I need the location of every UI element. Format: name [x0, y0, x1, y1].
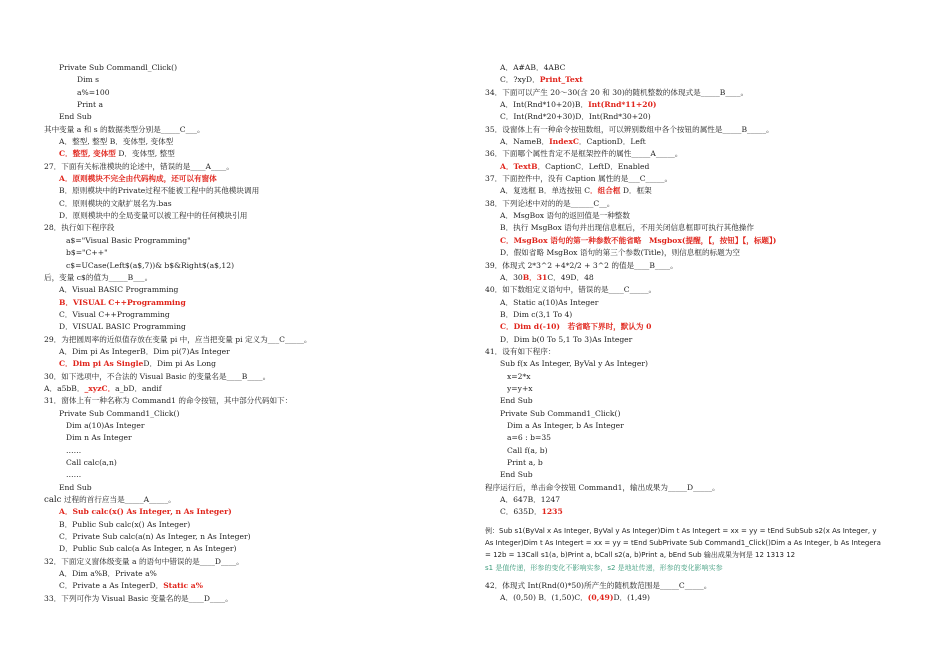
- text-line: [44, 358, 464, 370]
- text-segment: A．Static a(10)As Integer: [500, 297, 599, 307]
- text-line: [485, 297, 915, 309]
- text-segment: B．执行 MsgBox 语句并出现信息框后，不用关闭信息框即可执行其他操作: [500, 223, 754, 233]
- text-line: [44, 260, 464, 272]
- text-segment: B．Public Sub calc(x() As Integer): [59, 519, 191, 529]
- text-line: [485, 432, 915, 444]
- text-line: [44, 297, 464, 309]
- text-line: [485, 420, 915, 432]
- text-line: [44, 74, 464, 86]
- text-line: [485, 562, 915, 574]
- text-segment: A．Dim pi As IntegerB．Dim pi(7)As Integer: [59, 346, 230, 356]
- text-segment: y=y+x: [507, 383, 533, 393]
- text-segment: 35．设窗体上有一种命令按钮数组，可以辨别数组中各个按钮的属性是_____B_____。: [485, 124, 774, 134]
- text-line: [44, 556, 464, 568]
- answer-highlight: ．组合框: [590, 186, 621, 196]
- text-segment: x=2*x: [507, 371, 531, 381]
- text-line: [44, 408, 464, 420]
- text-segment: Dim a(10)As Integer: [66, 420, 145, 430]
- text-line: [485, 309, 915, 321]
- text-line: [44, 531, 464, 543]
- text-segment: C．?xyD．: [500, 75, 540, 85]
- text-segment: A．Int(Rnd*10+20)B．: [500, 100, 589, 110]
- text-line: [485, 74, 915, 86]
- text-line: [485, 198, 915, 210]
- text-segment: A．整型, 整型 B．变体型, 变体型: [59, 137, 174, 147]
- text-segment: ……: [66, 445, 82, 455]
- text-segment: Call f(a, b): [507, 445, 548, 455]
- answer-highlight: Int(Rnd*11+20): [588, 100, 657, 110]
- answer-highlight: C．MsgBox 语句的第一种参数不能省略 Msgbox(提醒，【，按钮】【，标题】): [500, 235, 777, 245]
- text-segment: b$="C++": [66, 248, 108, 258]
- text-line: [485, 395, 915, 407]
- text-line: [44, 222, 464, 234]
- text-segment: A．复选框 B．单选按钮 C: [500, 186, 591, 196]
- text-segment: 34．下面可以产生 20～30(含 20 和 30)的随机整数的体现式是_____B____。: [485, 87, 749, 97]
- text-line: [485, 222, 915, 234]
- answer-highlight: C．Dim d(-10) 若省略下界时，默认为 0: [500, 322, 652, 332]
- text-segment: 例：Sub s1(ByVal x As Integer, ByVal y As Integer)Dim t As Integert = xx = yy = tEnd SubSub s2(x As Integer, y: [485, 526, 877, 535]
- text-segment: D．变体型, 整型: [115, 149, 175, 159]
- text-line: [485, 358, 915, 370]
- text-segment: C．Int(Rnd*20+30)D．Int(Rnd*30+20): [500, 112, 651, 122]
- answer-highlight: B．VISUAL C++Programming: [59, 297, 186, 307]
- text-line: [44, 173, 464, 185]
- text-segment: C．49D．48: [547, 272, 594, 282]
- answer-highlight: IndexC: [549, 137, 579, 147]
- text-segment: C．635D．: [500, 507, 542, 517]
- text-line: [485, 136, 915, 148]
- text-line: [44, 185, 464, 197]
- text-segment: Print a: [77, 100, 104, 110]
- text-line: [485, 580, 915, 592]
- text-segment: D．原则模块中的全局变量可以被工程中的任何模块引用: [59, 211, 248, 221]
- text-segment: ．CaptionD．Left: [578, 137, 646, 147]
- text-segment: calc: [44, 495, 62, 506]
- text-segment: C．Visual C++Programming: [59, 309, 170, 319]
- text-line: [44, 395, 464, 407]
- text-line: [485, 494, 915, 506]
- text-segment: B．Dim c(3,1 To 4): [500, 309, 573, 319]
- text-segment: a=6 : b=35: [507, 433, 551, 443]
- answer-highlight: _xyzC．: [84, 383, 116, 393]
- answer-highlight: 1235: [541, 507, 563, 517]
- text-segment: B．原则模块中的Private过程不能被工程中的其他模块调用: [59, 186, 260, 196]
- answer-highlight: C．Dim pi As Single: [59, 359, 144, 369]
- text-segment: A．Visual BASIC Programming: [59, 285, 179, 295]
- text-segment: 其中变量 a 和 s 的数据类型分别是_____C___。: [44, 124, 205, 134]
- right-column: [485, 62, 915, 605]
- text-line: [485, 260, 915, 272]
- left-column: [44, 62, 464, 605]
- text-segment: Dim n As Integer: [66, 433, 132, 443]
- text-line: [44, 457, 464, 469]
- text-line: [485, 383, 915, 395]
- text-segment: D．Public Sub calc(a As Integer, n As Integer): [59, 544, 237, 554]
- answer-highlight: Static a%: [163, 581, 203, 591]
- text-line: [44, 469, 464, 481]
- text-line: [44, 124, 464, 136]
- text-segment: End Sub: [500, 396, 533, 406]
- text-line: [485, 235, 915, 247]
- text-line: [44, 99, 464, 111]
- text-segment: ……: [66, 470, 82, 480]
- text-line: [44, 580, 464, 592]
- text-segment: c$=UCase(Left$(a$,7))& b$&Right$(a$,12): [66, 260, 235, 270]
- text-segment: End Sub: [59, 482, 92, 492]
- text-segment: End Sub: [500, 470, 533, 480]
- text-line: [44, 383, 464, 395]
- text-line: [44, 62, 464, 74]
- text-segment: a$="Visual Basic Programming": [66, 235, 191, 245]
- text-line: [44, 432, 464, 444]
- text-segment: D．Dim b(0 To 5,1 To 3)As Integer: [500, 334, 633, 344]
- text-line: [44, 494, 464, 506]
- answer-highlight: Print_Text: [539, 75, 583, 85]
- text-line: [44, 136, 464, 148]
- text-segment: A．Dim a%B．Private a%: [59, 569, 157, 579]
- text-segment: Dim s: [77, 75, 100, 85]
- text-line: [485, 284, 915, 296]
- text-line: [44, 445, 464, 457]
- text-segment: C．Private a As IntegerD．: [59, 581, 164, 591]
- text-line: [485, 469, 915, 481]
- text-line: [44, 235, 464, 247]
- text-line: [44, 321, 464, 333]
- text-segment: 41．设有如下程序：: [485, 346, 556, 356]
- answer-highlight: B．31: [522, 272, 548, 282]
- text-line: [485, 334, 915, 346]
- text-segment: 程序运行后，单击命令按钮 Command1，输出成果为_____D_____。: [485, 482, 720, 492]
- text-line: [44, 593, 464, 605]
- text-segment: 42．体现式 Int(Rnd(0)*50)所产生的随机数范围是_____C_____。: [485, 581, 712, 591]
- text-line: [485, 537, 915, 549]
- text-segment: s1 是值传递，形参的变化不影响实参，s2 是地址传递，形参的变化影响实参: [485, 563, 723, 572]
- text-segment: 过程的首行应当是_____A_____。: [61, 495, 176, 505]
- answer-highlight: (0,49): [587, 593, 614, 603]
- text-segment: 33．下列可作为 Visual Basic 变量名的是____D____。: [44, 593, 233, 603]
- text-line: [44, 568, 464, 580]
- text-segment: A．NameB．: [500, 137, 550, 147]
- text-line: [485, 525, 915, 537]
- answer-highlight: A．原则模块不完全由代码构成，还可以有窗体: [59, 174, 217, 184]
- text-line: [44, 284, 464, 296]
- text-line: [485, 346, 915, 358]
- text-line: [485, 592, 915, 604]
- text-segment: A．647B．1247: [500, 495, 561, 505]
- text-line: [485, 482, 915, 494]
- text-line: [485, 185, 915, 197]
- text-line: [485, 408, 915, 420]
- text-line: [44, 87, 464, 99]
- text-line: [485, 99, 915, 111]
- text-line: [485, 161, 915, 173]
- text-line: [485, 457, 915, 469]
- text-line: [44, 198, 464, 210]
- text-segment: 40．如下数组定义语句中，错误的是____C_____。: [485, 285, 657, 295]
- text-line: [44, 519, 464, 531]
- text-line: [44, 247, 464, 259]
- text-line: [485, 173, 915, 185]
- text-segment: A．A#AB．4ABC: [500, 63, 566, 72]
- text-segment: Private Sub Commandl_Click(): [59, 63, 178, 72]
- text-line: [44, 111, 464, 123]
- text-segment: End Sub: [59, 112, 92, 122]
- text-line: [485, 148, 915, 160]
- text-segment: 后，变量 c$的值为_____B___。: [44, 272, 153, 282]
- text-line: [485, 321, 915, 333]
- text-line: [485, 247, 915, 259]
- text-segment: 37．下面控件中，没有 Caption 属性的是___C_____。: [485, 174, 673, 184]
- text-segment: D．VISUAL BASIC Programming: [59, 322, 186, 332]
- text-line: [44, 210, 464, 222]
- text-segment: 27．下面有关标准模块的论述中，错误的是____A____。: [44, 161, 234, 171]
- text-segment: a%=100: [77, 87, 110, 97]
- text-segment: Private Sub Command1_Click(): [59, 408, 180, 418]
- text-line: [485, 111, 915, 123]
- text-segment: Call calc(a,n): [66, 458, 117, 467]
- text-segment: 32．下面定义窗体级变量 a 的语句中错误的是____D____。: [44, 556, 244, 566]
- text-line: [485, 87, 915, 99]
- text-line: [485, 549, 915, 561]
- text-line: [44, 161, 464, 173]
- text-line: [44, 371, 464, 383]
- answer-highlight: A．Sub calc(x() As Integer, n As Integer): [59, 507, 232, 517]
- text-segment: 36．下面哪个属性肯定不是框架控件的属性_____A_____。: [485, 149, 683, 159]
- text-segment: D．Dim pi As Long: [143, 359, 217, 369]
- text-line: [485, 62, 915, 74]
- text-segment: a_bD．andif: [115, 383, 162, 393]
- text-segment: 30．如下选项中，不合法的 Visual Basic 的变量名是____B____。: [44, 371, 271, 381]
- text-segment: = 12b = 13Call s1(a, b)Print a, bCall s2(a, b)Print a, bEnd Sub 输出成果为何是 12 1313 12: [485, 551, 796, 560]
- text-segment: D．框架: [620, 186, 652, 196]
- text-segment: Dim a As Integer, b As Integer: [507, 420, 624, 430]
- text-line: [485, 506, 915, 518]
- text-segment: 28．执行如下程序段: [44, 223, 115, 233]
- text-line: [44, 148, 464, 160]
- text-line: [44, 346, 464, 358]
- text-line: [44, 482, 464, 494]
- text-segment: D．(1,49): [613, 593, 650, 603]
- answer-highlight: A．TextB: [500, 161, 538, 171]
- text-line: [44, 309, 464, 321]
- text-line: [44, 272, 464, 284]
- text-line: [44, 334, 464, 346]
- text-line: [485, 272, 915, 284]
- text-segment: Print a, b: [507, 458, 543, 467]
- text-line: [485, 445, 915, 457]
- text-segment: D．假如省略 MsgBox 语句的第三个参数(Title)，则信息框的标题为空: [500, 248, 740, 258]
- text-segment: 29．为把圆周率的近似值存放在变量 pi 中，应当把变量 pi 定义为___C_____。: [44, 334, 312, 344]
- text-line: [44, 420, 464, 432]
- text-segment: 38．下列论述中对的的是______C__。: [485, 198, 615, 208]
- text-segment: ．CaptionC．LeftD．Enabled: [537, 161, 650, 171]
- text-line: [485, 371, 915, 383]
- text-segment: As Integer)Dim t As Integert = xx = yy = tEnd SubPrivate Sub Command1_Click()Dim a As Integer, b As Integera: [485, 539, 881, 548]
- answer-highlight: C．整型, 变体型: [59, 149, 116, 159]
- text-line: [44, 506, 464, 518]
- text-line: [485, 210, 915, 222]
- text-segment: Sub f(x As Integer, ByVal y As Integer): [500, 359, 648, 369]
- text-segment: A．MsgBox 语句的返回值是一种整数: [500, 211, 630, 221]
- text-segment: 39．体现式 2*3^2 +4*2/2 + 3^2 的值是____B____。: [485, 260, 678, 270]
- text-segment: C．原则模块的文献扩展名为.bas: [59, 198, 172, 208]
- text-line: [485, 124, 915, 136]
- text-segment: A．a5bB．: [44, 383, 85, 393]
- text-segment: A．(0,50) B．(1,50)C．: [500, 593, 588, 603]
- text-line: [44, 543, 464, 555]
- text-segment: C．Private Sub calc(a(n) As Integer, n As Integer): [59, 532, 251, 542]
- text-segment: Private Sub Command1_Click(): [500, 408, 621, 418]
- text-segment: 31．窗体上有一种名称为 Command1 的命令按钮，其中部分代码如下：: [44, 396, 293, 406]
- text-segment: A．30: [500, 272, 523, 282]
